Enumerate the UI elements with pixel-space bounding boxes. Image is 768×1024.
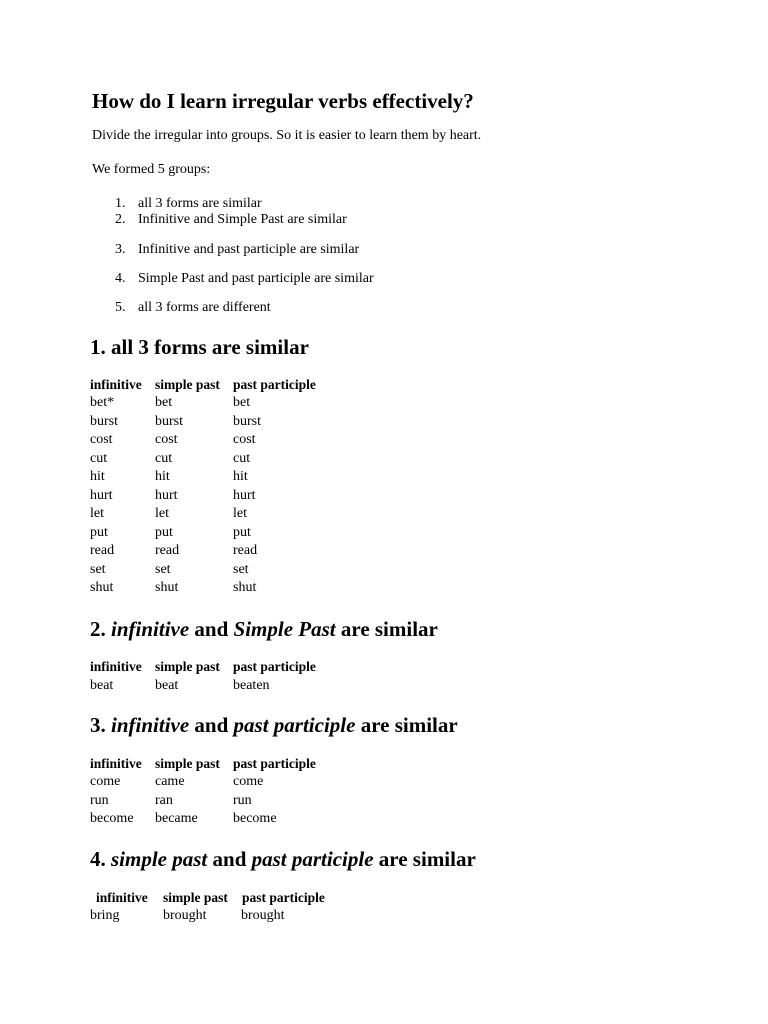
- table-cell: shut: [233, 580, 257, 595]
- list-item-text: all 3 forms are similar: [138, 196, 262, 211]
- column-header: infinitive: [90, 659, 142, 674]
- table-cell: bet: [155, 395, 173, 410]
- intro-paragraph: Divide the irregular into groups. So it is easier to learn them by heart.: [92, 128, 482, 143]
- list-item-text: Simple Past and past participle are similar: [138, 271, 374, 286]
- table-cell: bring: [90, 908, 120, 923]
- column-header: infinitive: [96, 890, 148, 905]
- table-cell: set: [233, 562, 249, 577]
- section-heading: 2. infinitive and Simple Past are similar: [90, 617, 438, 641]
- table-cell: burst: [233, 414, 261, 429]
- table-cell: put: [233, 525, 251, 540]
- column-header: past participle: [233, 377, 316, 392]
- table-cell: came: [155, 774, 185, 789]
- groups-intro: We formed 5 groups:: [92, 162, 211, 177]
- page-title: How do I learn irregular verbs effectively?: [92, 89, 474, 113]
- table-cell: put: [90, 525, 108, 540]
- table-cell: set: [90, 562, 106, 577]
- table-cell: hit: [90, 469, 105, 484]
- table-cell: let: [155, 506, 169, 521]
- table-cell: burst: [155, 414, 183, 429]
- column-header: simple past: [155, 377, 220, 392]
- column-header: infinitive: [90, 756, 142, 771]
- list-item-number: 2.: [115, 212, 126, 227]
- table-cell: read: [233, 543, 258, 558]
- table-cell: beat: [90, 678, 114, 693]
- table-cell: burst: [90, 414, 118, 429]
- list-item-number: 5.: [115, 300, 126, 315]
- table-cell: brought: [163, 908, 207, 923]
- table-cell: cut: [90, 451, 108, 466]
- list-item-number: 4.: [115, 271, 126, 286]
- table-cell: put: [155, 525, 173, 540]
- table-cell: set: [155, 562, 171, 577]
- table-cell: hurt: [155, 488, 178, 503]
- table-cell: come: [90, 774, 121, 789]
- table-cell: bet: [233, 395, 251, 410]
- table-cell: run: [233, 793, 252, 808]
- table-cell: read: [155, 543, 180, 558]
- table-cell: cut: [155, 451, 173, 466]
- table-cell: become: [90, 811, 134, 826]
- section-heading: 4. simple past and past participle are similar: [90, 847, 476, 871]
- table-cell: cost: [90, 432, 113, 447]
- table-cell: bet*: [90, 395, 115, 410]
- column-header: infinitive: [90, 377, 142, 392]
- column-header: simple past: [155, 756, 220, 771]
- table-cell: became: [155, 811, 198, 826]
- table-cell: shut: [155, 580, 179, 595]
- table-cell: hurt: [233, 488, 256, 503]
- table-cell: become: [233, 811, 277, 826]
- table-cell: hurt: [90, 488, 113, 503]
- list-item-number: 1.: [115, 196, 126, 211]
- table-cell: hit: [155, 469, 170, 484]
- table-cell: beat: [155, 678, 179, 693]
- table-cell: run: [90, 793, 109, 808]
- column-header: past participle: [233, 756, 316, 771]
- table-cell: shut: [90, 580, 114, 595]
- table-cell: cost: [233, 432, 256, 447]
- table-cell: brought: [241, 908, 285, 923]
- section-heading: 1. all 3 forms are similar: [90, 335, 309, 359]
- table-cell: cut: [233, 451, 251, 466]
- column-header: simple past: [163, 890, 228, 905]
- table-cell: ran: [155, 793, 173, 808]
- table-cell: hit: [233, 469, 248, 484]
- list-item-text: all 3 forms are different: [138, 300, 271, 315]
- column-header: past participle: [233, 659, 316, 674]
- section-heading: 3. infinitive and past participle are similar: [90, 713, 458, 737]
- list-item-text: Infinitive and past participle are similar: [138, 242, 360, 257]
- column-header: past participle: [242, 890, 325, 905]
- table-cell: cost: [155, 432, 178, 447]
- table-cell: let: [90, 506, 104, 521]
- list-item-number: 3.: [115, 242, 126, 257]
- column-header: simple past: [155, 659, 220, 674]
- list-item-text: Infinitive and Simple Past are similar: [138, 212, 347, 227]
- table-cell: beaten: [233, 678, 270, 693]
- table-cell: let: [233, 506, 247, 521]
- table-cell: read: [90, 543, 115, 558]
- table-cell: come: [233, 774, 264, 789]
